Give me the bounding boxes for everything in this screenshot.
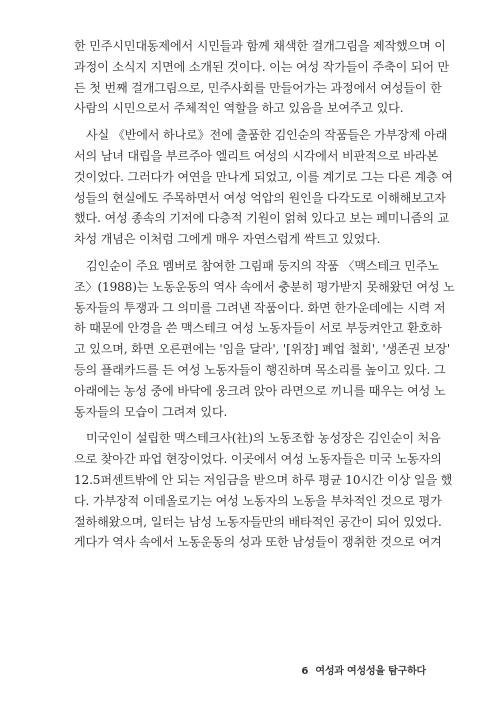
text-line: 다. 가부장적 이데올로기는 여성 노동자의 노동을 부차적인 것으로 평가 <box>74 493 442 508</box>
page-number: 6 <box>301 666 309 677</box>
text-line: 절하해왔으며, 일터는 남성 노동자들만의 배타적인 공간이 되어 있었다. <box>74 514 442 529</box>
text-line: 하 때문에 안경을 쓴 맥스테크 여성 노동자들이 서로 부둥켜안고 환호하 <box>74 321 442 336</box>
text-line: 동자들의 투쟁과 그 의미를 그려낸 작품이다. 화면 한가운데에는 시력 저 <box>74 300 446 315</box>
text-line: 고 있으며, 화면 오른편에는 '임을 달라', '[위장] 폐업 철회', '생존권 보장' <box>74 342 451 357</box>
text-line: 서의 남녀 대립을 부르주아 엘리트 여성의 시각에서 비판적으로 바라본 <box>74 148 438 163</box>
text-line: 사실 《반에서 하나로》전에 출품한 김인순의 작품들은 가부장제 아래 <box>86 128 448 143</box>
running-title: 여성과 여성성을 탐구하다 <box>315 666 426 677</box>
text-line: 것이었다. 그러다가 여연을 만나게 되었고, 이를 계기로 그는 다른 계층 여 <box>74 169 453 184</box>
text-line: 한 민주시민대동제에서 시민들과 함께 채색한 걸개그림을 제작했으며 이 <box>74 39 446 53</box>
text-line: 12.5퍼센트밖에 안 되는 저임금을 받으며 하루 평균 10시간 이상 일을 했 <box>74 472 453 487</box>
paragraph-3 <box>74 256 455 422</box>
text-line: 했다. 여성 종속의 기저에 다층적 기원이 얽혀 있다고 보는 페미니즘의 교 <box>74 211 450 226</box>
text-line: 으로 찾아간 파업 현장이었다. 이곳에서 여성 노동자들은 미국 노동자의 <box>74 452 442 467</box>
text-line: 아래에는 농성 중에 바닥에 웅크려 앉아 라면으로 끼니를 때우는 여성 노 <box>74 383 446 398</box>
text-line: 차성 개념은 이처럼 그에게 매우 자연스럽게 싹트고 있었다. <box>74 232 381 247</box>
text-line: 동자들의 모습이 그려져 있다. <box>74 404 228 419</box>
paragraph-1 <box>74 36 450 119</box>
page-footer <box>301 662 426 677</box>
text-line: 조〉(1988)는 노동운동의 역사 속에서 충분히 평가받지 못해왔던 여성 노 <box>74 279 455 294</box>
text-line: 과정이 소식지 지면에 소개된 것이다. 이는 여성 작가들이 주축이 되어 만 <box>74 59 450 74</box>
paragraph-2 <box>74 125 453 250</box>
paragraph-4 <box>74 428 453 553</box>
text-line: 게다가 역사 속에서 노동운동의 성과 또한 남성들이 쟁취한 것으로 여겨 <box>74 535 442 550</box>
text-line: 김인순이 주요 멤버로 참여한 그림패 둥지의 작품 〈맥스테크 민주노 <box>86 258 439 273</box>
text-line: 등의 플래카드를 든 여성 노동자들이 행진하며 목소리를 높이고 있다. 그 <box>74 362 446 377</box>
text-line: 미국인이 설립한 맥스테크사(社)의 노동조합 농성장은 김인순이 처음 <box>86 431 441 446</box>
body-text <box>74 36 455 559</box>
text-line: 든 첫 번째 걸개그림으로, 민주사회를 만들어가는 과정에서 여성들이 한 <box>74 80 442 95</box>
text-line: 성들의 현실에도 주목하면서 여성 억압의 원인을 다각도로 이해해보고자 <box>74 190 446 205</box>
text-line: 사람의 시민으로서 주체적인 역할을 하고 있음을 보여주고 있다. <box>74 101 404 116</box>
